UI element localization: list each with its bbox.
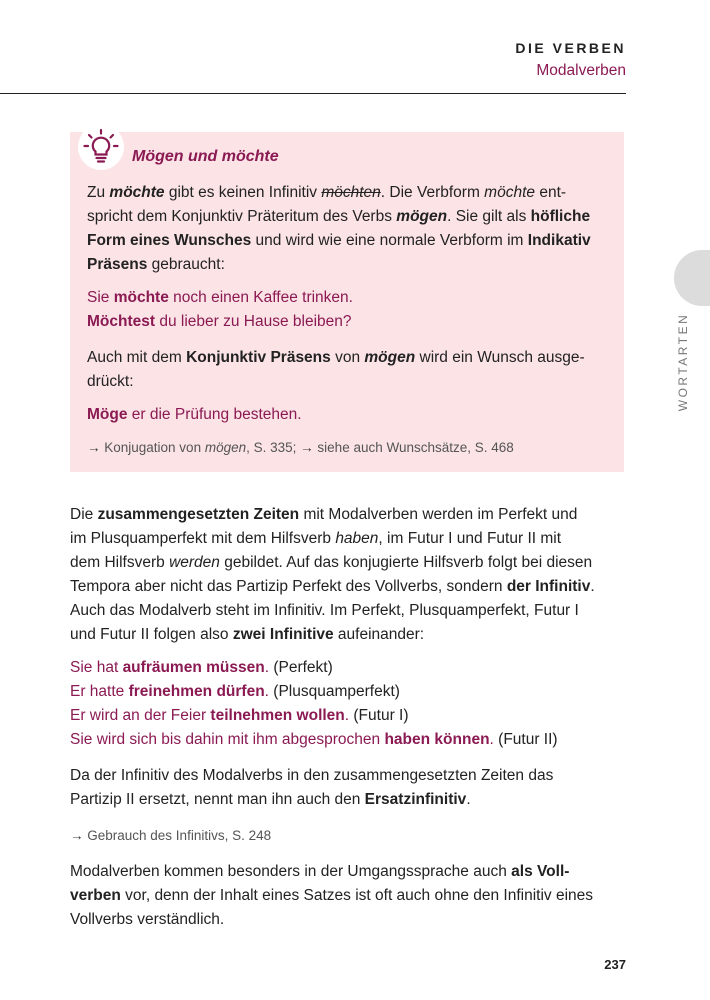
- body-cross-reference: [70, 824, 630, 848]
- text-run: Sie hat: [70, 659, 123, 676]
- text-run: er die Prüfung bestehen.: [127, 406, 302, 423]
- text-run: teilnehmen wollen: [210, 707, 345, 724]
- text-run: . Die Verbform: [380, 184, 485, 201]
- text-run: .: [590, 578, 595, 595]
- tip-example-1: [87, 286, 613, 310]
- text-run: noch einen Kaffee trinken.: [168, 289, 353, 306]
- tip-box: [70, 132, 624, 472]
- text-run: (Futur I): [349, 707, 409, 724]
- text-run: Sie wird sich bis dahin mit ihm abgesprochen: [70, 731, 385, 748]
- text-run: .: [344, 707, 350, 724]
- text-run: Modalverben kommen besonders in der Umgangssprache auch: [70, 863, 512, 880]
- text-run: Da der Infinitiv des Modalverbs in den zusammengesetzten Zeiten das: [70, 767, 554, 784]
- text-run: haben: [335, 530, 379, 547]
- text-run: höfliche: [530, 208, 591, 225]
- text-run: mögen: [204, 440, 247, 455]
- text-run: Die: [70, 506, 98, 523]
- text-run: und wird wie eine normale Verbform im: [251, 232, 528, 249]
- text-run: (Futur II): [493, 731, 558, 748]
- text-run: Partizip II ersetzt, nennt man ihn auch den: [70, 791, 365, 808]
- body-paragraph-3: [70, 860, 630, 932]
- text-run: Er wird an der Feier: [70, 707, 211, 724]
- text-run: mögen: [396, 208, 448, 225]
- text-run: Möge: [87, 406, 128, 423]
- text-run: der Infinitiv: [506, 578, 591, 595]
- example-futur-1: [70, 704, 630, 728]
- text-run: spricht dem Konjunktiv Präteritum des Verbs: [87, 208, 397, 225]
- body-paragraph-1: [70, 503, 630, 647]
- text-run: Sie: [87, 289, 114, 306]
- text-run: möchte: [109, 184, 165, 201]
- text-run: aufräumen müssen: [122, 659, 265, 676]
- example-plusquamperfekt: [70, 680, 630, 704]
- text-run: (Perfekt): [269, 659, 333, 676]
- tip-paragraph-1: [87, 181, 613, 277]
- text-run: dem Hilfsverb: [70, 554, 170, 571]
- text-run: Präsens: [87, 256, 148, 273]
- page-number: 237: [604, 957, 626, 972]
- text-run: →: [70, 828, 84, 843]
- lightbulb-icon: [78, 124, 124, 170]
- text-run: siehe auch Wunschsätze, S. 468: [313, 440, 514, 455]
- thumb-index-text: WORTARTEN: [676, 312, 690, 412]
- tip-cross-reference: [87, 436, 613, 460]
- tip-paragraph-2: [87, 346, 613, 394]
- text-run: (Plusquamperfekt): [268, 683, 400, 700]
- text-run: gibt es keinen Infinitiv: [164, 184, 322, 201]
- body-paragraph-2: [70, 764, 630, 812]
- header-divider: [0, 93, 626, 94]
- text-run: drückt:: [87, 373, 134, 390]
- text-run: Er hatte: [70, 683, 129, 700]
- text-run: Indikativ: [527, 232, 591, 249]
- text-run: ent-: [535, 184, 567, 201]
- text-run: , S. 335;: [246, 440, 301, 455]
- running-header: [515, 40, 626, 80]
- text-run: Form eines Wunsches: [87, 232, 252, 249]
- text-run: →: [300, 440, 314, 455]
- text-run: →: [87, 440, 101, 455]
- text-run: wird ein Wunsch ausge-: [415, 349, 585, 366]
- text-run: Konjugation von: [100, 440, 205, 455]
- text-run: möchte: [113, 289, 169, 306]
- text-run: Konjunktiv Präsens: [186, 349, 331, 366]
- text-run: . Sie gilt als: [447, 208, 531, 225]
- text-run: gebraucht:: [147, 256, 225, 273]
- text-run: Auch mit dem: [87, 349, 187, 366]
- tip-example-2: [87, 310, 613, 334]
- text-run: Ersatzinfinitiv: [364, 791, 467, 808]
- example-futur-2: [70, 728, 630, 752]
- text-run: freinehmen dürfen: [128, 683, 265, 700]
- text-run: mögen: [364, 349, 416, 366]
- text-run: im Plusquamperfekt mit dem Hilfsverb: [70, 530, 336, 547]
- text-run: .: [489, 731, 494, 748]
- section-title: Modalverben: [536, 62, 626, 79]
- text-run: zusammengesetzten Zeiten: [97, 506, 300, 523]
- text-run: möchte: [484, 184, 536, 201]
- text-run: Vollverbs verständlich.: [70, 911, 225, 928]
- tip-title: Mögen und möchte: [132, 148, 279, 165]
- text-run: möchten: [321, 184, 381, 201]
- main-text: [70, 503, 630, 932]
- text-run: Möchtest: [87, 313, 156, 330]
- text-run: Gebrauch des Infinitivs, S. 248: [83, 828, 272, 843]
- text-run: als Voll-: [511, 863, 570, 880]
- text-run: haben können: [384, 731, 490, 748]
- text-run: .: [264, 683, 269, 700]
- text-run: gebildet. Auf das konjugierte Hilfsverb folgt bei diesen: [219, 554, 593, 571]
- text-run: vor, denn der Inhalt eines Satzes ist oft auch ohne den Infinitiv eines: [120, 887, 594, 904]
- text-run: .: [264, 659, 270, 676]
- text-run: zwei Infinitive: [232, 626, 334, 643]
- thumb-index-tab: [674, 250, 710, 306]
- thumb-index-label: [675, 312, 691, 412]
- text-run: verben: [70, 887, 121, 904]
- text-run: Auch das Modalverb steht im Infinitiv. Im Perfekt, Plusquamperfekt, Futur I: [70, 602, 579, 619]
- text-run: du lieber zu Hause bleiben?: [155, 313, 352, 330]
- text-run: Zu: [87, 184, 110, 201]
- tip-example-3: [87, 403, 613, 427]
- example-perfekt: [70, 656, 630, 680]
- text-run: Tempora aber nicht das Partizip Perfekt des Vollverbs, sondern: [70, 578, 507, 595]
- text-run: .: [466, 791, 471, 808]
- chapter-title: DIE VERBEN: [515, 40, 626, 56]
- text-run: aufeinander:: [333, 626, 425, 643]
- tip-content: [87, 147, 613, 460]
- text-run: werden: [169, 554, 220, 571]
- text-run: , im Futur I und Futur II mit: [378, 530, 562, 547]
- text-run: mit Modalverben werden im Perfekt und: [299, 506, 578, 523]
- text-run: von: [330, 349, 365, 366]
- text-run: und Futur II folgen also: [70, 626, 233, 643]
